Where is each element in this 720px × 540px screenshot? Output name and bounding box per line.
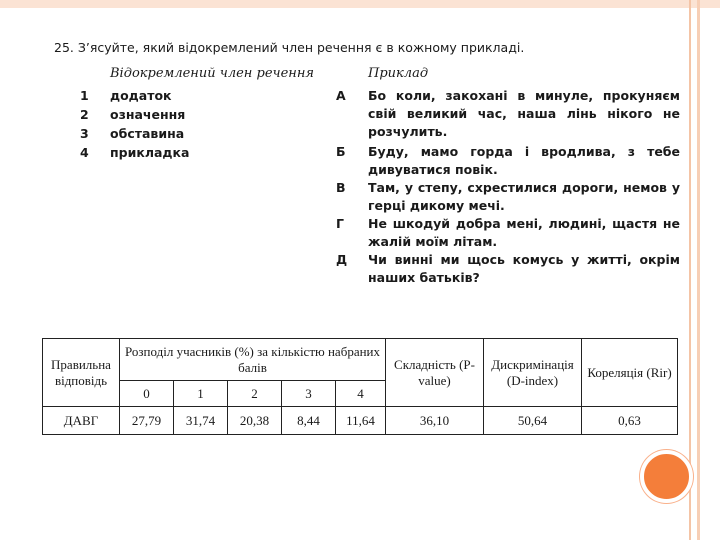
orange-circle-decoration <box>640 450 693 503</box>
example-text: Не шкодуй добра мені, людині, щастя не жалій моїм літам. <box>368 216 680 249</box>
cell-score-4: 11,64 <box>336 407 386 435</box>
task-title: 25. З’ясуйте, який відокремлений член речення є в кожному прикладі. <box>54 40 525 55</box>
header-score-3: 3 <box>282 381 336 407</box>
cell-score-1: 31,74 <box>174 407 228 435</box>
example-item <box>336 251 681 287</box>
example-letter: В <box>336 180 346 195</box>
slide-border-line-outer <box>689 0 691 540</box>
header-score-2: 2 <box>228 381 282 407</box>
example-letter: Г <box>336 216 344 231</box>
example-item <box>336 143 681 179</box>
cell-score-0: 27,79 <box>120 407 174 435</box>
option-number: 4 <box>80 145 89 160</box>
example-letter: Б <box>336 144 346 159</box>
right-column-header: Приклад <box>368 66 429 81</box>
cell-score-2: 20,38 <box>228 407 282 435</box>
example-item <box>336 215 681 251</box>
slide-top-band <box>0 0 720 8</box>
example-text: Там, у степу, схрестилися дороги, немов у герці дикому мечі. <box>368 180 680 213</box>
cell-difficulty: 36,10 <box>386 407 484 435</box>
example-text: Буду, мамо горда і вродлива, з тебе дивуватися повік. <box>368 144 680 177</box>
left-column-header: Відокремлений член речення <box>110 66 315 81</box>
header-difficulty: Складність (P-value) <box>386 339 484 407</box>
slide-border-line-inner <box>697 0 700 540</box>
header-correct-answer: Правильна відповідь <box>43 339 120 407</box>
example-letter: Д <box>336 252 348 267</box>
statistics-table <box>42 338 677 434</box>
example-text: Бо коли, закохані в минуле, прокуняєм свій великий час, наша лінь нікого не розчулить. <box>368 88 680 139</box>
header-correlation: Кореляція (Rir) <box>582 339 678 407</box>
example-text: Чи винні ми щось комусь у житті, окрім наших батьків? <box>368 252 680 285</box>
cell-score-3: 8,44 <box>282 407 336 435</box>
header-score-distribution: Розподіл учасників (%) за кількістю набраних балів <box>120 339 386 381</box>
option-text: обставина <box>110 126 185 141</box>
table-row <box>43 407 678 435</box>
option-text: означення <box>110 107 186 122</box>
example-item <box>336 87 681 143</box>
option-number: 1 <box>80 88 89 103</box>
header-discrimination: Дискримінація (D-index) <box>484 339 582 407</box>
example-item <box>336 179 681 215</box>
cell-discrimination: 50,64 <box>484 407 582 435</box>
cell-correlation: 0,63 <box>582 407 678 435</box>
header-score-0: 0 <box>120 381 174 407</box>
header-score-4: 4 <box>336 381 386 407</box>
option-text: додаток <box>110 88 172 103</box>
option-number: 2 <box>80 107 89 122</box>
example-letter: А <box>336 88 346 103</box>
cell-answer: ДАВГ <box>43 407 120 435</box>
option-text: прикладка <box>110 145 190 160</box>
header-score-1: 1 <box>174 381 228 407</box>
task-block <box>48 35 688 295</box>
option-number: 3 <box>80 126 89 141</box>
